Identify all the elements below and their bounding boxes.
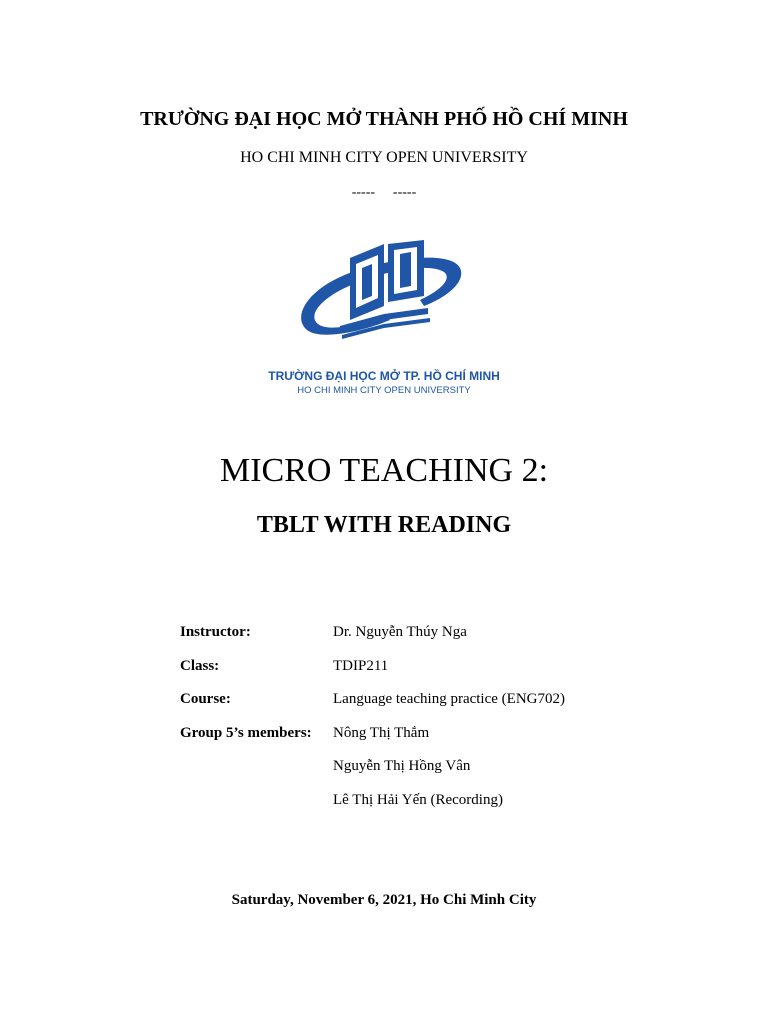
member-name: Nguyễn Thị Hồng Vân [333, 758, 471, 774]
header-divider: ----- ----- [358, 185, 410, 200]
instructor-label: Instructor: [180, 624, 251, 640]
university-logo-icon [268, 234, 500, 400]
member-name: Nông Thị Thắm [333, 724, 430, 741]
university-logo [268, 234, 500, 400]
university-name-vietnamese: TRƯỜNG ĐẠI HỌC MỞ THÀNH PHỐ HỒ CHÍ MINH [140, 108, 628, 130]
class-value: TDIP211 [333, 657, 389, 674]
class-label: Class: [180, 657, 220, 674]
university-name-english: HO CHI MINH CITY OPEN UNIVERSITY [240, 149, 528, 166]
date-and-place: Saturday, November 6, 2021, Ho Chi Minh City [231, 892, 537, 908]
logo-text-english: HO CHI MINH CITY OPEN UNIVERSITY [297, 385, 471, 396]
document-subtitle: TBLT WITH READING [256, 512, 512, 538]
instructor-value: Dr. Nguyễn Thúy Nga [333, 624, 467, 640]
members-label: Group 5’s members: [180, 724, 312, 741]
course-value: Language teaching practice (ENG702) [333, 691, 565, 707]
course-label: Course: [180, 691, 231, 707]
member-name: Lê Thị Hải Yến (Recording) [333, 791, 503, 808]
logo-text-vietnamese: TRƯỜNG ĐẠI HỌC MỞ TP. HỒ CHÍ MINH [268, 369, 500, 383]
document-title: MICRO TEACHING 2: [219, 452, 549, 489]
